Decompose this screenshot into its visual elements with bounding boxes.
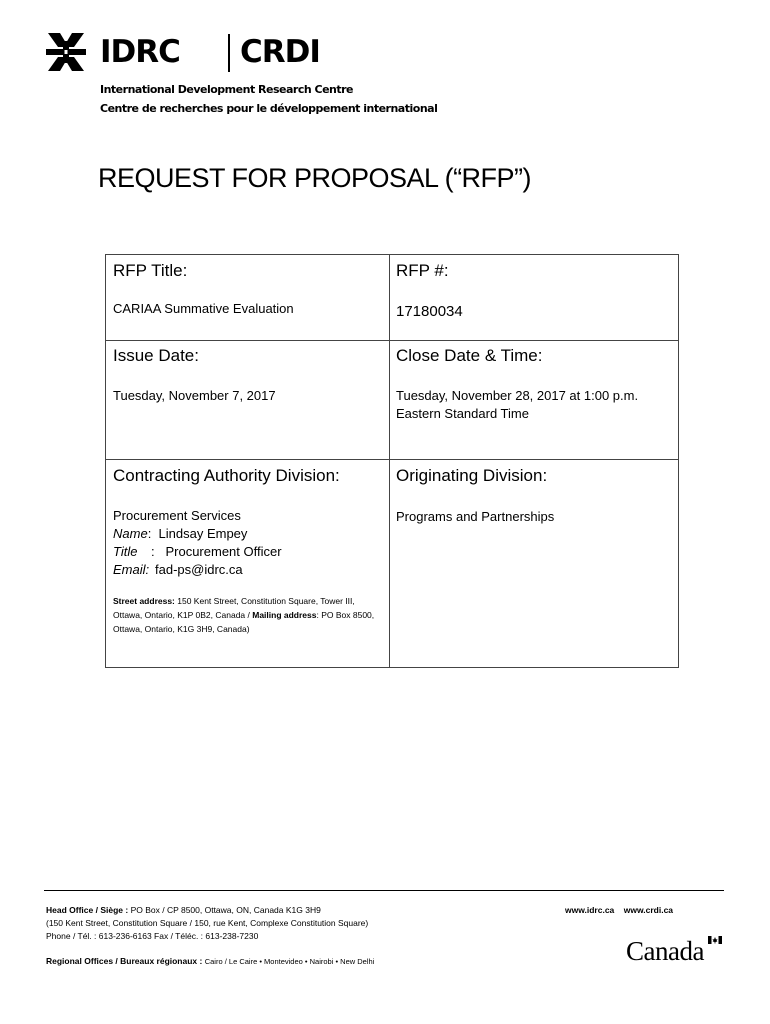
footer-divider (44, 890, 724, 891)
rfp-info-table (105, 254, 679, 668)
regional-offices-label: Regional Offices / Bureaux régionaux : (46, 956, 203, 966)
contracting-unit: Procurement Services (113, 508, 241, 523)
web-link-fr[interactable]: www.crdi.ca (623, 905, 674, 915)
footer-address-line: (150 Kent Street, Constitution Square / 150, rue Kent, Complexe Constitution Square) (46, 918, 369, 928)
logo-idrc-text: IDRC (100, 34, 180, 70)
contact-name-value: Lindsay Empey (158, 526, 248, 541)
rfp-title-label: RFP Title: (113, 261, 188, 280)
street-address-label: Street address: (113, 596, 175, 606)
originating-division-label: Originating Division: (396, 466, 548, 485)
issue-date-label: Issue Date: (113, 346, 199, 365)
canada-wordmark: Canada (626, 936, 704, 966)
close-date-value-line1: Tuesday, November 28, 2017 at 1:00 p.m. (396, 388, 639, 403)
mailing-address-label: Mailing address (252, 610, 317, 620)
web-link-en[interactable]: www.idrc.ca (565, 905, 615, 915)
table-column-divider (389, 255, 390, 667)
footer-phone-line: Phone / Tél. : 613-236-6163 Fax / Téléc. : 613-238-7230 (46, 931, 259, 941)
org-name-english: International Development Research Centre (100, 83, 354, 96)
logo-crdi-text: CRDI (240, 34, 320, 70)
street-address-value: 150 Kent Street, Constitution Square, Tower III, Ottawa, Ontario, K1P 0B2, Canada / (113, 596, 355, 620)
contracting-authority-label: Contracting Authority Division: (113, 466, 340, 485)
contact-name-label: Name (113, 526, 148, 541)
document-title: REQUEST FOR PROPOSAL (“RFP”) (98, 163, 532, 193)
originating-division-value: Programs and Partnerships (396, 509, 555, 524)
rfp-title-value: CARIAA Summative Evaluation (113, 301, 294, 316)
contact-title-label: Title (113, 544, 138, 559)
canada-flag-icon (708, 936, 722, 944)
issue-date-value: Tuesday, November 7, 2017 (113, 388, 276, 403)
rfp-number-value: 17180034 (396, 303, 463, 320)
address-block (113, 594, 375, 636)
footer-head-office (46, 904, 321, 917)
table-row-divider (106, 340, 678, 341)
footer-web-links (565, 904, 673, 917)
contracting-contact-block (113, 507, 282, 579)
table-row-divider (106, 459, 678, 460)
mailing-address-value: : PO Box 8500, Ottawa, Ontario, K1G 3H9, Canada) (113, 610, 375, 634)
regional-offices-value: Cairo / Le Caire • Montevideo • Nairobi • New Delhi (204, 957, 375, 966)
contact-title-row: Title : Procurement Officer (113, 544, 282, 559)
contact-email-value[interactable]: fad-ps@idrc.ca (155, 562, 243, 577)
close-date-label: Close Date & Time: (396, 346, 543, 365)
logo-divider (228, 34, 230, 72)
footer-regional-offices (46, 955, 374, 968)
org-name-french: Centre de recherches pour le développement international (100, 102, 438, 115)
head-office-label: Head Office / Siège : (46, 905, 129, 915)
contact-email-label: Email: (113, 562, 150, 577)
head-office-value: PO Box / CP 8500, Ottawa, ON, Canada K1G 3H9 (130, 905, 321, 915)
rfp-number-label: RFP #: (396, 261, 449, 280)
contact-name-row: Name: Lindsay Empey (113, 526, 248, 541)
contact-email-row (113, 561, 282, 579)
close-date-value-line2: Eastern Standard Time (396, 406, 529, 421)
contact-title-value: Procurement Officer (165, 544, 282, 559)
idrc-emblem-icon (46, 31, 86, 73)
